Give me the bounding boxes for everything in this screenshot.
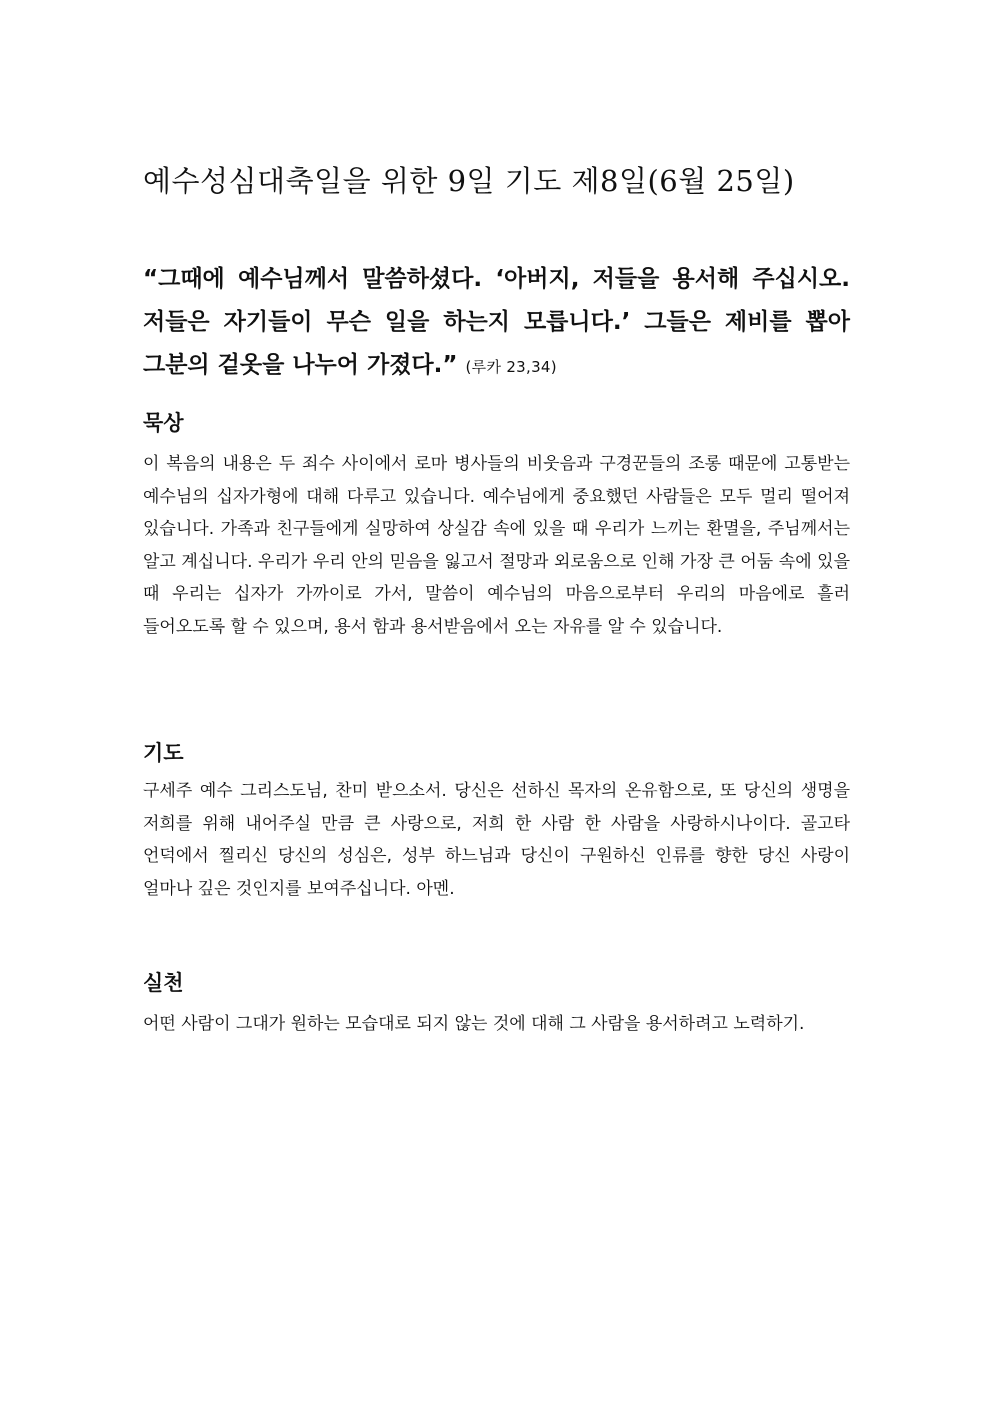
practice-body: 어떤 사람이 그대가 원하는 모습대로 되지 않는 것에 대해 그 사람을 용서하려고 노력하기. [143, 1014, 805, 1034]
scripture-reference: (루카 23,34) [465, 358, 557, 376]
meditation-heading: 묵상 [143, 411, 184, 435]
scripture-text: “그때에 예수님께서 말씀하셨다. ‘아버지, 저들을 용서해 주십시오. 저들은 자기들이 무슨 일을 하는지 모릅니다.’ 그들은 제비를 뽑아 그분의 겉옷을 나누어 가졌다.” [143, 266, 850, 378]
document-title: 예수성심대축일을 위한 9일 기도 제8일(6월 25일) [143, 164, 795, 198]
prayer-heading: 기도 [143, 741, 184, 765]
prayer-body: 구세주 예수 그리스도님, 찬미 받으소서. 당신은 선하신 목자의 온유함으로, 또 당신의 생명을 저희를 위해 내어주실 만큼 큰 사랑으로, 저희 한 사람 한 사람을 사랑하시나이다. 골고타 언덕에서 찔리신 당신의 성심은, 성부 하느님과 당신이 구원하신 인류를 향한 당신 사랑이 얼마나 깊은 것인지를 보여주십니다. 아멘. [143, 781, 850, 899]
scripture-quote [143, 258, 850, 389]
meditation-body: 이 복음의 내용은 두 죄수 사이에서 로마 병사들의 비웃음과 구경꾼들의 조롱 때문에 고통받는 예수님의 십자가형에 대해 다루고 있습니다. 예수님에게 중요했던 사람들은 모두 멀리 떨어져 있습니다. 가족과 친구들에게 실망하여 상실감 속에 있을 때 우리가 느끼는 환멸을, 주님께서는 알고 계십니다. 우리가 우리 안의 믿음을 잃고서 절망과 외로움으로 인해 가장 큰 어둠 속에 있을 때 우리는 십자가 가까이로 가서, 말씀이 예수님의 마음으로부터 우리의 마음에로 흘러 들어오도록 할 수 있으며, 용서 함과 용서받음에서 오는 자유를 알 수 있습니다. [143, 454, 850, 637]
practice-heading: 실천 [143, 971, 184, 995]
